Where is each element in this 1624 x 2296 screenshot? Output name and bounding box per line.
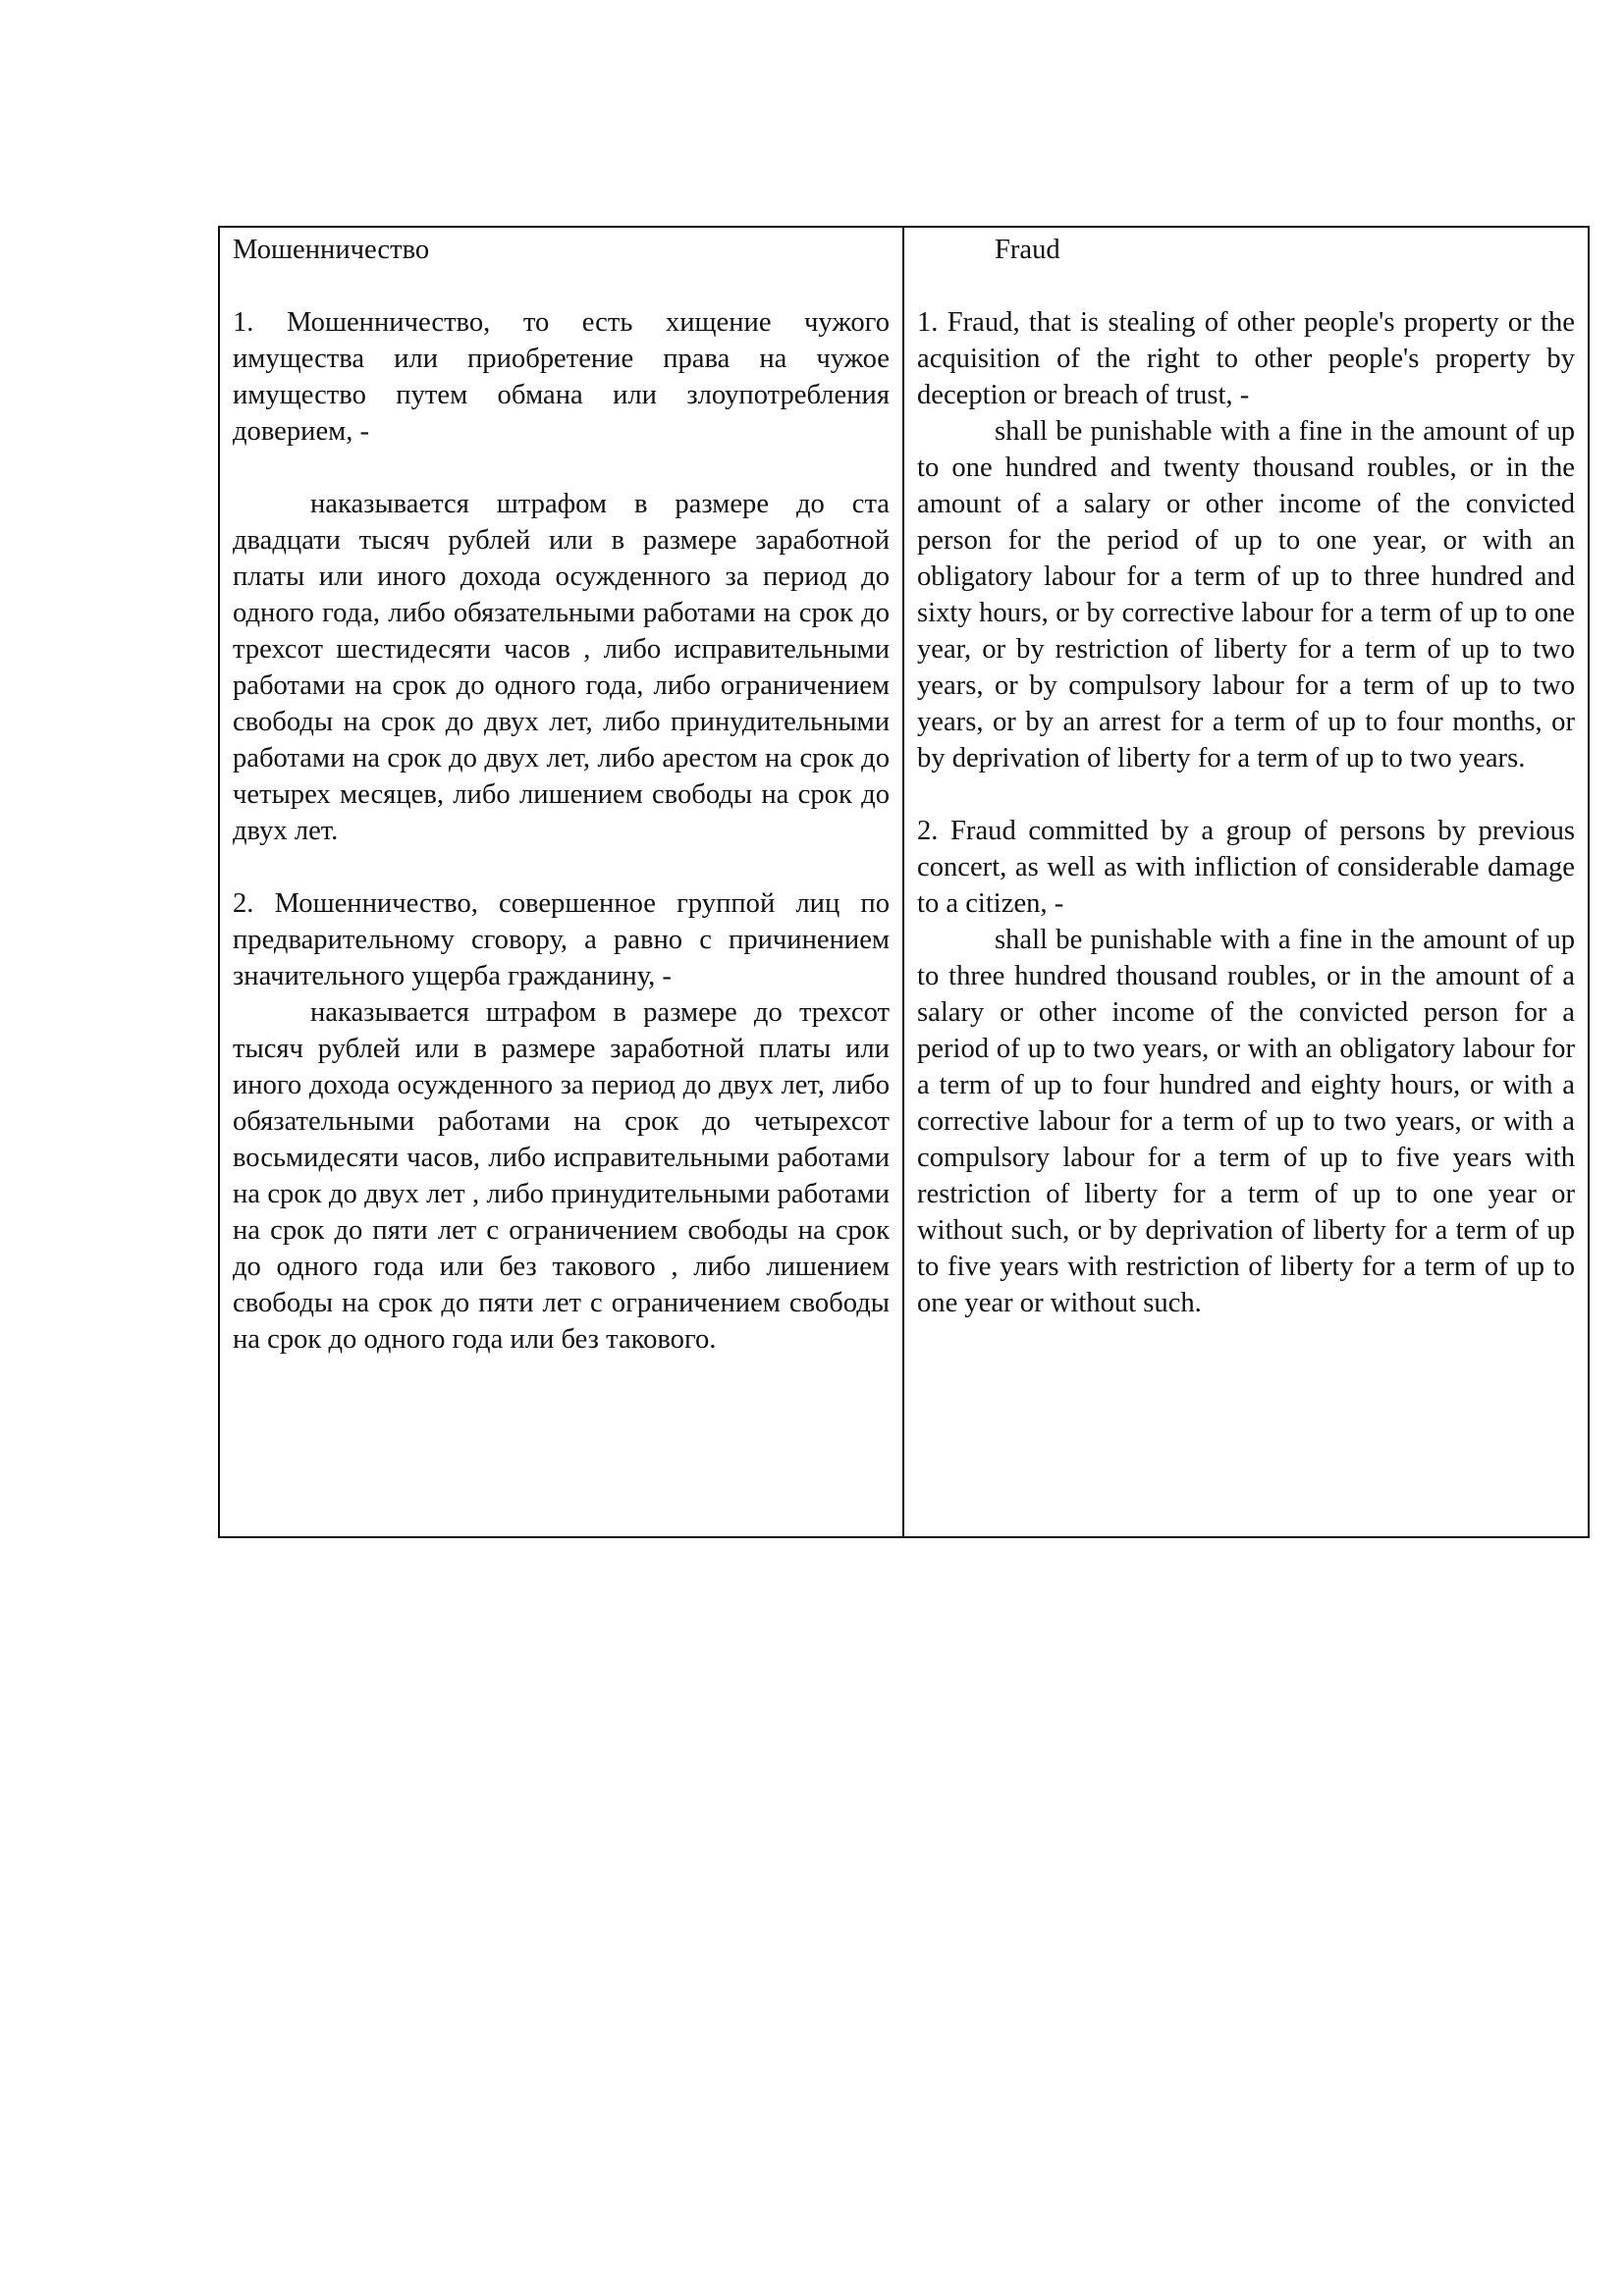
spacer [917, 268, 1575, 304]
english-part2-penalty: shall be punishable with a fine in the amount of up to three hundred thousand roubles, or in the amount of a salary or other income of the convicted person for a period of up to two years, or with an obligatory labour for a term of up to four hundred and eighty hours, or with a corrective labour for a term of up to two years, or with a compulsory labour for a term of up to five years with restriction of liberty for a term of up to one year or without such, or by deprivation of liberty for a term of up to five years with restriction of liberty for a term of up to one year or without such. [917, 925, 1575, 1318]
spacer [233, 450, 890, 486]
russian-part2-penalty: наказывается штрафом в размере до трехсот тысяч рублей или в размере заработной платы или иного дохода осужденного за период до двух лет, либо обязательными работами на срок до четырехсот восьмидесяти часов, либо исправительными работами на срок до двух лет , либо принудительными работами на срок до пяти лет с ограничением свободы на срок до одного года или без такового , либо лишением свободы на срок до пяти лет с ограничением свободы на срок до одного года или без такового. [233, 997, 890, 1355]
english-part1-penalty: shall be punishable with a fine in the amount of up to one hundred and twenty thousand roubles, or in the amount of a salary or other income of the convicted person for the period of up to one year, or with an obligatory labour for a term of up to three hundred and sixty hours, or by corrective labour for a term of up to one year, or by restriction of liberty for a term of up to two years, or by compulsory labour for a term of up to two years, or by an arrest for a term of up to four months, or by deprivation of liberty for a term of up to two years. [917, 416, 1575, 774]
spacer [233, 268, 890, 304]
russian-part1-offence: 1. Мошенничество, то есть хищение чужого имущества или приобретение права на чужое имущество путем обмана или злоупотребления доверием, - [233, 307, 890, 447]
bilingual-article-table [218, 226, 1590, 1538]
english-part2-offence: 2. Fraud committed by a group of persons by previous concert, as well as with infliction of considerable damage to a citizen, - [917, 816, 1575, 919]
russian-part2-offence: 2. Мошенничество, совершенное группой лиц по предварительному сговору, а равно с причинением значительного ущерба гражданину, - [233, 888, 890, 991]
english-part1-offence: 1. Fraud, that is stealing of other people's property or the acquisition of the right to other people's property by deception or breach of trust, - [917, 307, 1575, 410]
english-column [903, 227, 1589, 1537]
russian-column [219, 227, 903, 1537]
russian-part1-penalty: наказывается штрафом в размере до ста двадцати тысяч рублей или в размере заработной платы или иного дохода осужденного за период до одного года, либо обязательными работами на срок до трехсот шестидесяти часов , либо исправительными работами на срок до одного года, либо ограничением свободы на срок до двух лет, либо принудительными работами на срок до двух лет, либо арестом на срок до четырех месяцев, либо лишением свободы на срок до двух лет. [233, 489, 890, 846]
spacer [233, 849, 890, 885]
spacer [917, 776, 1575, 813]
table-row [219, 227, 1589, 1537]
english-title: Fraud [995, 235, 1060, 265]
russian-title: Мошенничество [233, 235, 430, 265]
